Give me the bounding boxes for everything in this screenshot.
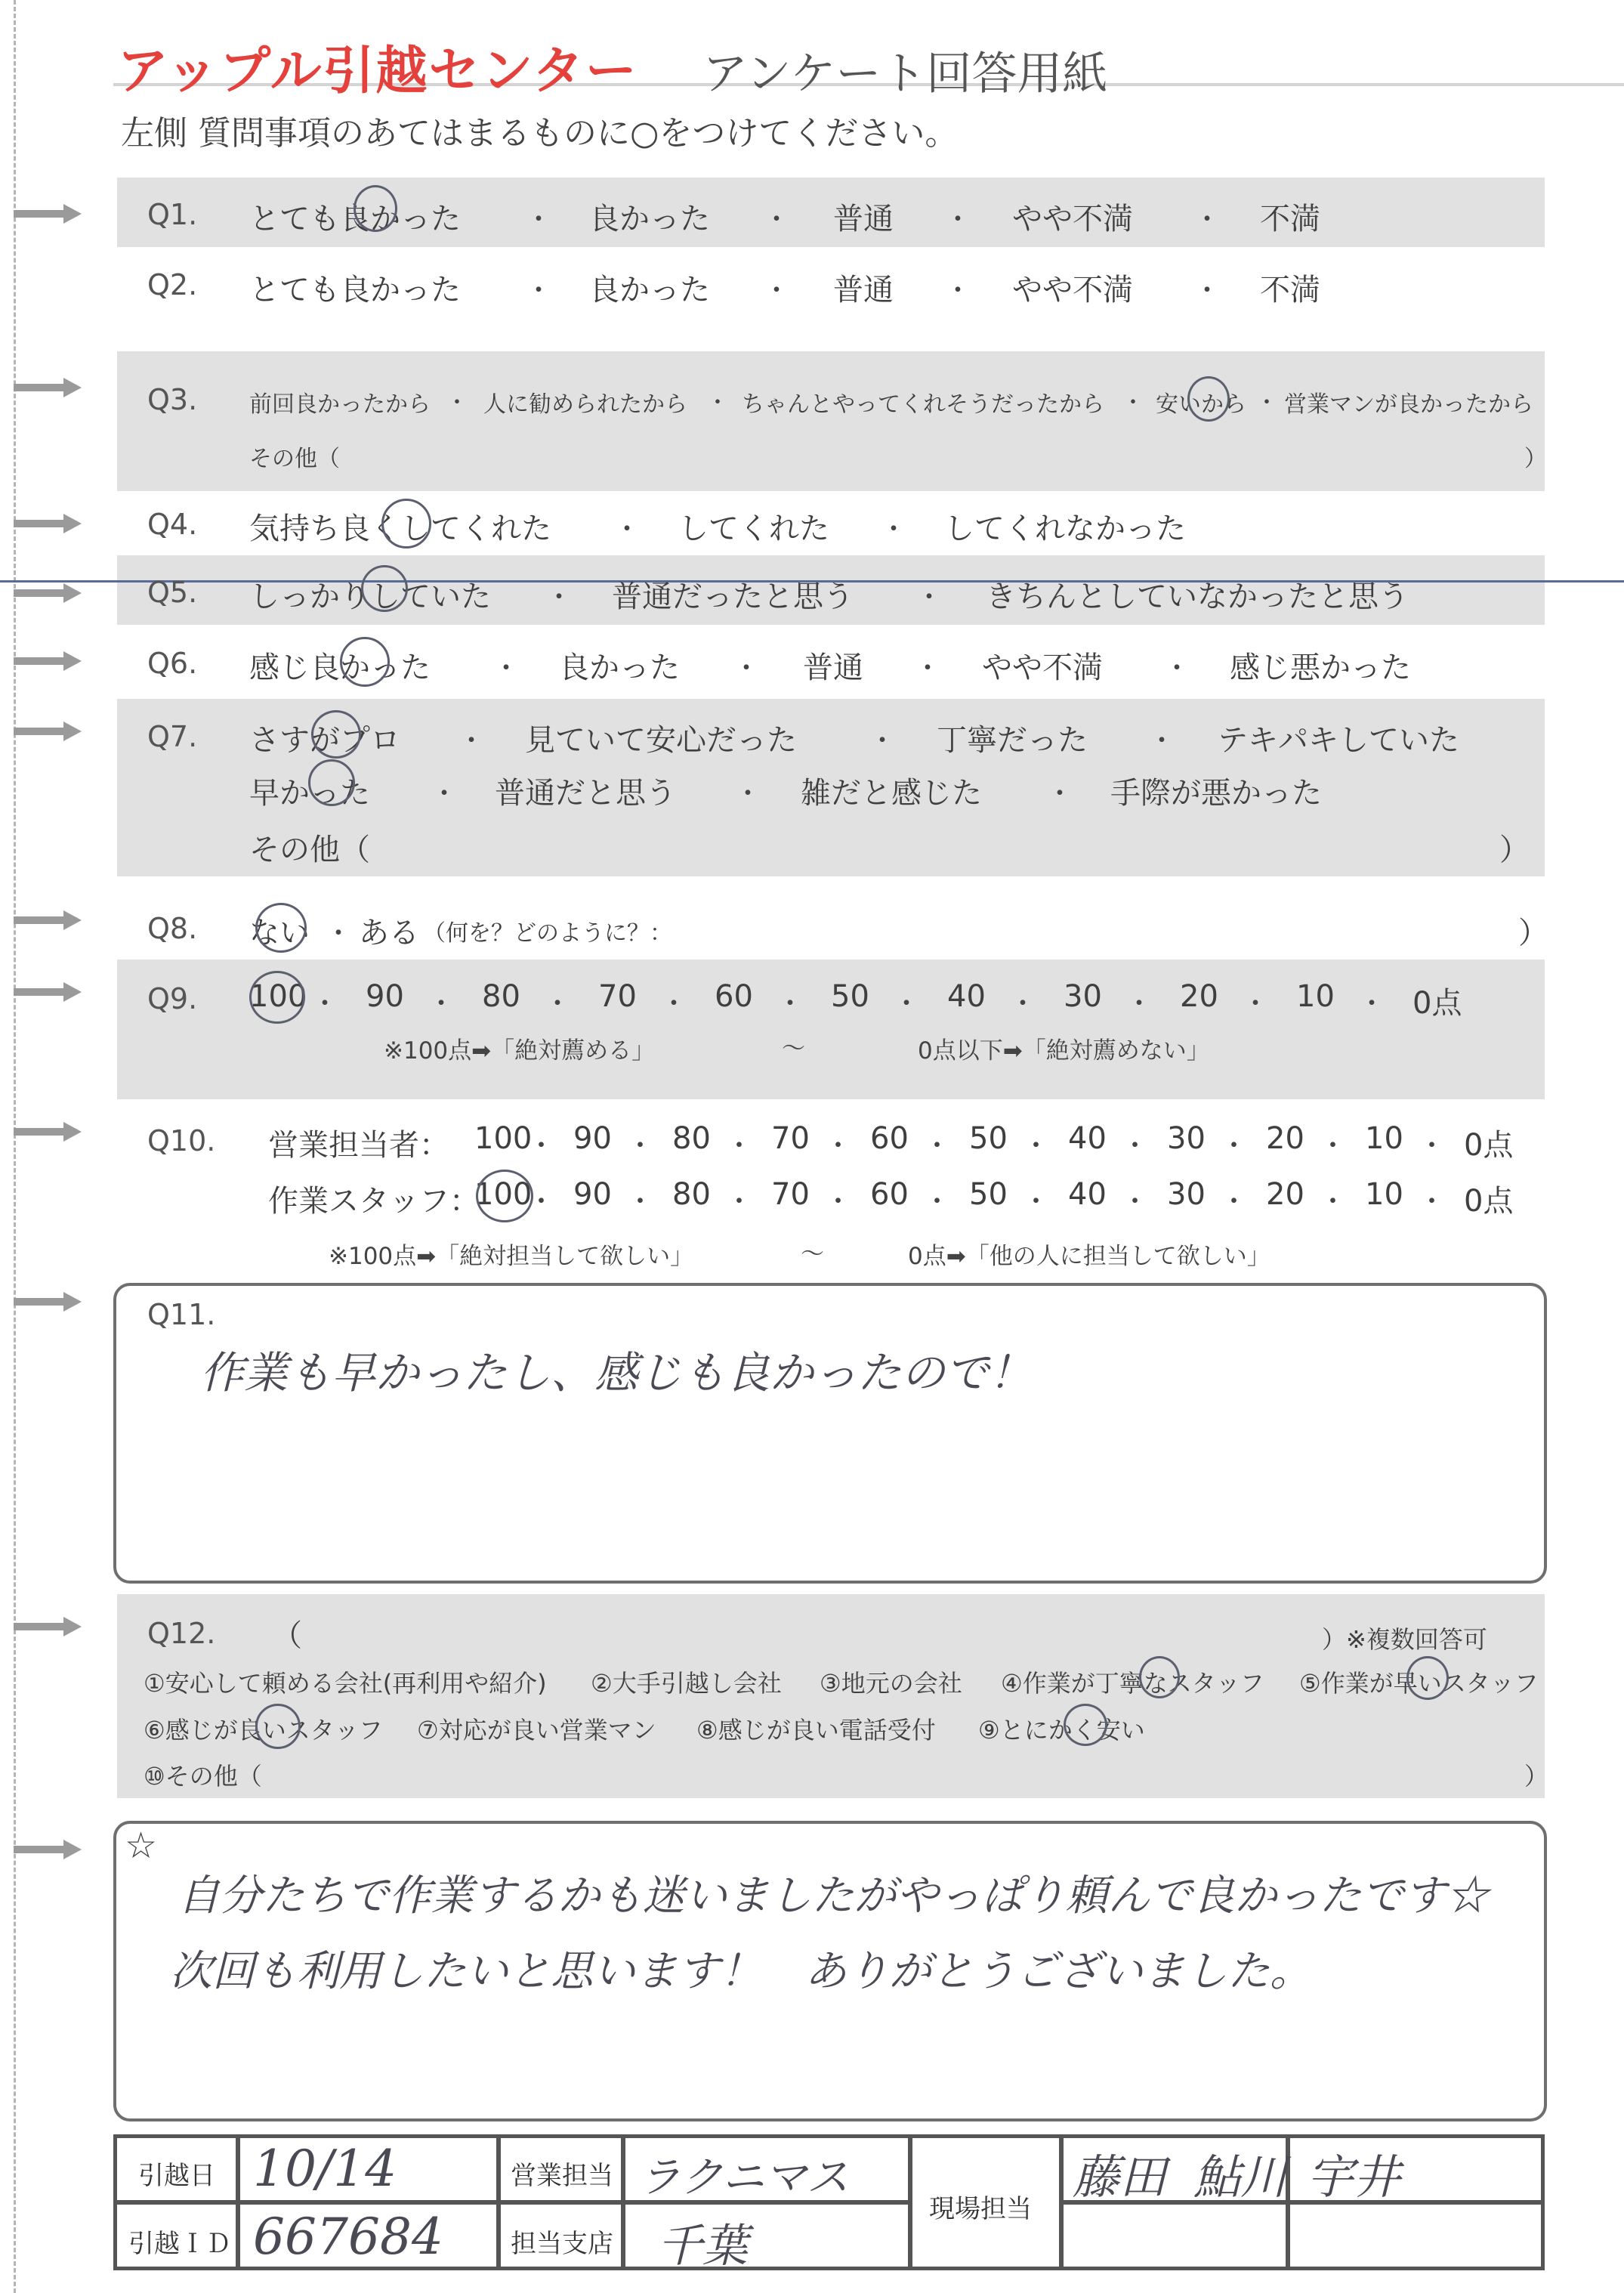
sales-staff-value: ラクニマス — [638, 2153, 849, 2202]
q5-label: Q5. — [147, 576, 198, 609]
q3-option-5[interactable]: 営業マンが良かったから — [1284, 391, 1533, 418]
q1-option-4[interactable]: やや不満 — [1012, 202, 1133, 236]
q10-staff-score-3[interactable]: 70 — [771, 1177, 810, 1212]
q9-score-5[interactable]: 50 — [831, 979, 869, 1014]
q10-staff-score-4[interactable]: 60 — [870, 1177, 909, 1212]
selection-circle — [1139, 1656, 1180, 1698]
q10-sales-score-2[interactable]: 80 — [672, 1121, 711, 1156]
q12-option-2[interactable]: ②大手引越し会社 — [591, 1669, 782, 1698]
q3-option-2[interactable]: 人に勧められたから — [483, 391, 687, 418]
arrow-icon — [14, 378, 82, 397]
q11-label: Q11. — [147, 1298, 216, 1331]
q10-sales-score-1[interactable]: 90 — [573, 1121, 612, 1156]
selection-circle — [308, 759, 355, 806]
q10-staff-score-2[interactable]: 80 — [672, 1177, 711, 1212]
q4-label: Q4. — [147, 508, 198, 541]
selection-circle — [381, 499, 431, 549]
q9-score-6[interactable]: 40 — [947, 979, 986, 1014]
selection-circle — [255, 1704, 301, 1749]
q5-option-1[interactable]: しっかりしていた — [249, 579, 491, 614]
q9-label: Q9. — [147, 982, 198, 1015]
q4-option-2[interactable]: してくれた — [678, 511, 829, 546]
q6-option-4[interactable]: やや不満 — [982, 651, 1103, 685]
arrow-icon — [14, 982, 82, 1002]
q10-sales-score-5[interactable]: 50 — [969, 1121, 1008, 1156]
q6-option-3[interactable]: 普通 — [803, 651, 863, 685]
selection-circle — [354, 185, 397, 232]
q8-option-none[interactable]: ない — [249, 916, 310, 950]
comment-line-2: 次回も利用したいと思います！ ありがとうございました。 — [170, 1947, 1312, 1996]
move-date-value: 10/14 — [253, 2140, 397, 2198]
selection-circle — [311, 710, 361, 759]
arrow-icon — [14, 1122, 82, 1142]
q7-option-8[interactable]: 手際が悪かった — [1110, 776, 1322, 811]
q8-detail[interactable]: （何を？どのように？： — [423, 920, 672, 947]
q10-staff-score-8[interactable]: 20 — [1266, 1177, 1304, 1212]
site-staff-3: 宇井 — [1307, 2149, 1401, 2205]
q2-option-2[interactable]: 良かった — [589, 273, 710, 307]
q12-option-3[interactable]: ③地元の会社 — [820, 1669, 962, 1698]
q8-option-some[interactable]: ある — [359, 916, 419, 950]
q12-option-4[interactable]: ④作業が丁寧なスタッフ — [1001, 1669, 1264, 1698]
selection-circle — [476, 1170, 533, 1222]
q5-option-2[interactable]: 普通だったと思う — [612, 579, 854, 614]
q7-option-5[interactable]: 早かった — [249, 776, 370, 811]
q12-multiple-note: ）※複数回答可 — [1322, 1625, 1487, 1654]
q9-score-1[interactable]: 90 — [366, 979, 404, 1014]
q10-sales-score-10[interactable]: 0点 — [1464, 1128, 1514, 1163]
q3-option-4[interactable]: 安いから — [1156, 391, 1246, 418]
q10-label: Q10. — [147, 1124, 216, 1157]
q10-staff-score-10[interactable]: 0点 — [1464, 1184, 1514, 1219]
branch-value: 千葉 — [657, 2220, 748, 2273]
site-staff-label: 現場担当 — [929, 2194, 1032, 2224]
form-title: アンケート回答用紙 — [702, 48, 1108, 100]
q9-score-10[interactable]: 0点 — [1413, 986, 1462, 1021]
q9-score-9[interactable]: 10 — [1296, 979, 1335, 1014]
q6-label: Q6. — [147, 647, 198, 680]
arrow-icon — [14, 651, 82, 671]
q7-option-7[interactable]: 雑だと感じた — [801, 776, 982, 811]
selection-circle — [249, 971, 305, 1024]
q12-option-8[interactable]: ⑧感じが良い電話受付 — [696, 1716, 936, 1744]
q10-sales-score-8[interactable]: 20 — [1266, 1121, 1304, 1156]
q9-note-left: ※100点➡「絶対薦める」 — [384, 1037, 656, 1065]
arrow-icon — [14, 722, 82, 741]
q3-option-1[interactable]: 前回良かったから — [249, 391, 431, 418]
q10-sales-label: 営業担当者： — [268, 1128, 449, 1163]
comment-line-1: 自分たちで作業するかも迷いましたがやっぱり頼んで良かったです☆ — [178, 1871, 1489, 1921]
q12-option-10[interactable]: ⑩その他（ — [144, 1762, 262, 1791]
branch-label: 担当支店 — [511, 2229, 613, 2259]
q10-staff-label: 作業スタッフ： — [268, 1184, 480, 1219]
arrow-icon — [14, 1617, 82, 1636]
q6-option-5[interactable]: 感じ悪かった — [1230, 651, 1411, 685]
q1-option-5[interactable]: 不満 — [1260, 202, 1320, 236]
q6-option-2[interactable]: 良かった — [559, 651, 680, 685]
q3-other[interactable]: その他（ — [249, 446, 340, 472]
q7-option-1[interactable]: さすがプロ — [249, 723, 400, 758]
q12-option-1[interactable]: ①安心して頼める会社(再利用や紹介) — [144, 1669, 547, 1698]
q7-option-2[interactable]: 見ていて安心だった — [525, 723, 797, 758]
arrow-icon — [14, 204, 82, 224]
sales-staff-label: 営業担当 — [511, 2161, 613, 2191]
q9-score-4[interactable]: 60 — [715, 979, 753, 1014]
q10-staff-score-9[interactable]: 10 — [1365, 1177, 1403, 1212]
q10-staff-score-1[interactable]: 90 — [573, 1177, 612, 1212]
q7-option-6[interactable]: 普通だと思う — [495, 776, 676, 811]
selection-circle — [1187, 376, 1230, 422]
q5-option-3[interactable]: きちんとしていなかったと思う — [986, 579, 1409, 614]
arrow-icon — [14, 514, 82, 533]
site-staff-2: 鮎川 — [1193, 2149, 1288, 2205]
q2-option-3[interactable]: 普通 — [833, 273, 894, 307]
selection-circle — [1406, 1656, 1449, 1700]
q6-option-1[interactable]: 感じ良かった — [249, 651, 431, 685]
q10-note-left: ※100点➡「絶対担当して欲しい」 — [329, 1243, 694, 1270]
q4-option-1[interactable]: 気持ち良くしてくれた — [249, 511, 551, 546]
q7-label: Q7. — [147, 720, 198, 753]
move-id-label: 引越ＩＤ — [128, 2229, 231, 2259]
binding-margin — [14, 0, 20, 2293]
q10-staff-score-7[interactable]: 30 — [1167, 1177, 1206, 1212]
q10-sales-score-3[interactable]: 70 — [771, 1121, 810, 1156]
q2-option-5[interactable]: 不満 — [1260, 273, 1320, 307]
q7-other[interactable]: その他（ — [249, 833, 370, 867]
q9-score-8[interactable]: 20 — [1180, 979, 1218, 1014]
selection-circle — [361, 565, 408, 612]
q1-option-3[interactable]: 普通 — [833, 202, 894, 236]
arrow-icon — [14, 1292, 82, 1312]
q10-staff-score-0[interactable]: 100 — [474, 1177, 533, 1212]
q1-label: Q1. — [147, 198, 198, 231]
selection-circle — [255, 903, 307, 953]
star-icon: ☆ — [125, 1825, 158, 1867]
q1-option-1[interactable]: とても良かった — [249, 202, 461, 236]
move-date-label: 引越日 — [138, 2161, 215, 2191]
arrow-icon — [14, 1840, 82, 1859]
q8-label: Q8. — [147, 912, 198, 945]
q11-answer-box[interactable] — [113, 1283, 1547, 1584]
q2-label: Q2. — [147, 268, 198, 301]
q12-option-7[interactable]: ⑦対応が良い営業マン — [417, 1716, 656, 1744]
q12-option-9[interactable]: ⑨とにかく安い — [978, 1716, 1145, 1744]
q9-note-right: 0点以下➡「絶対薦めない」 — [918, 1037, 1210, 1065]
q7-option-3[interactable]: 丁寧だった — [937, 723, 1088, 758]
q9-score-3[interactable]: 70 — [598, 979, 637, 1014]
q11-handwritten-answer: 作業も早かったし、感じも良かったので！ — [200, 1347, 1033, 1398]
q9-score-7[interactable]: 30 — [1064, 979, 1102, 1014]
q9-score-2[interactable]: 80 — [482, 979, 520, 1014]
q12-label: Q12. — [147, 1617, 216, 1650]
q7-option-4[interactable]: テキパキしていた — [1218, 723, 1459, 758]
arrow-icon — [14, 910, 82, 930]
q3-option-3[interactable]: ちゃんとやってくれそうだったから — [742, 391, 1104, 418]
q10-sales-score-6[interactable]: 40 — [1068, 1121, 1107, 1156]
q10-sales-score-7[interactable]: 30 — [1167, 1121, 1206, 1156]
q4-option-3[interactable]: してくれなかった — [944, 511, 1186, 546]
q1-option-2[interactable]: 良かった — [589, 202, 710, 236]
q10-sales-score-9[interactable]: 10 — [1365, 1121, 1403, 1156]
move-id-value: 667684 — [253, 2208, 443, 2266]
q3-label: Q3. — [147, 383, 198, 416]
q10-sales-score-4[interactable]: 60 — [870, 1121, 909, 1156]
q10-sales-score-0[interactable]: 100 — [474, 1121, 533, 1156]
brand-name: アップル引越センター — [117, 42, 638, 101]
q12-option-6[interactable]: ⑥感じが良いスタッフ — [144, 1716, 383, 1744]
site-staff-1: 藤田 — [1073, 2149, 1167, 2205]
q10-staff-score-5[interactable]: 50 — [969, 1177, 1008, 1212]
q10-staff-score-6[interactable]: 40 — [1068, 1177, 1107, 1212]
q9-score-0[interactable]: 100 — [249, 979, 307, 1014]
q12-option-5[interactable]: ⑤作業が早いスタッフ — [1299, 1669, 1539, 1698]
q2-option-4[interactable]: やや不満 — [1012, 273, 1133, 307]
q2-option-1[interactable]: とても良かった — [249, 273, 461, 307]
instructions: 左側 質問事項のあてはまるものに○をつけてください。 — [121, 114, 959, 153]
selection-circle — [1064, 1704, 1107, 1746]
selection-circle — [340, 637, 390, 687]
arrow-icon — [14, 583, 82, 603]
q10-note-right: 0点➡「他の人に担当して欲しい」 — [908, 1243, 1270, 1270]
